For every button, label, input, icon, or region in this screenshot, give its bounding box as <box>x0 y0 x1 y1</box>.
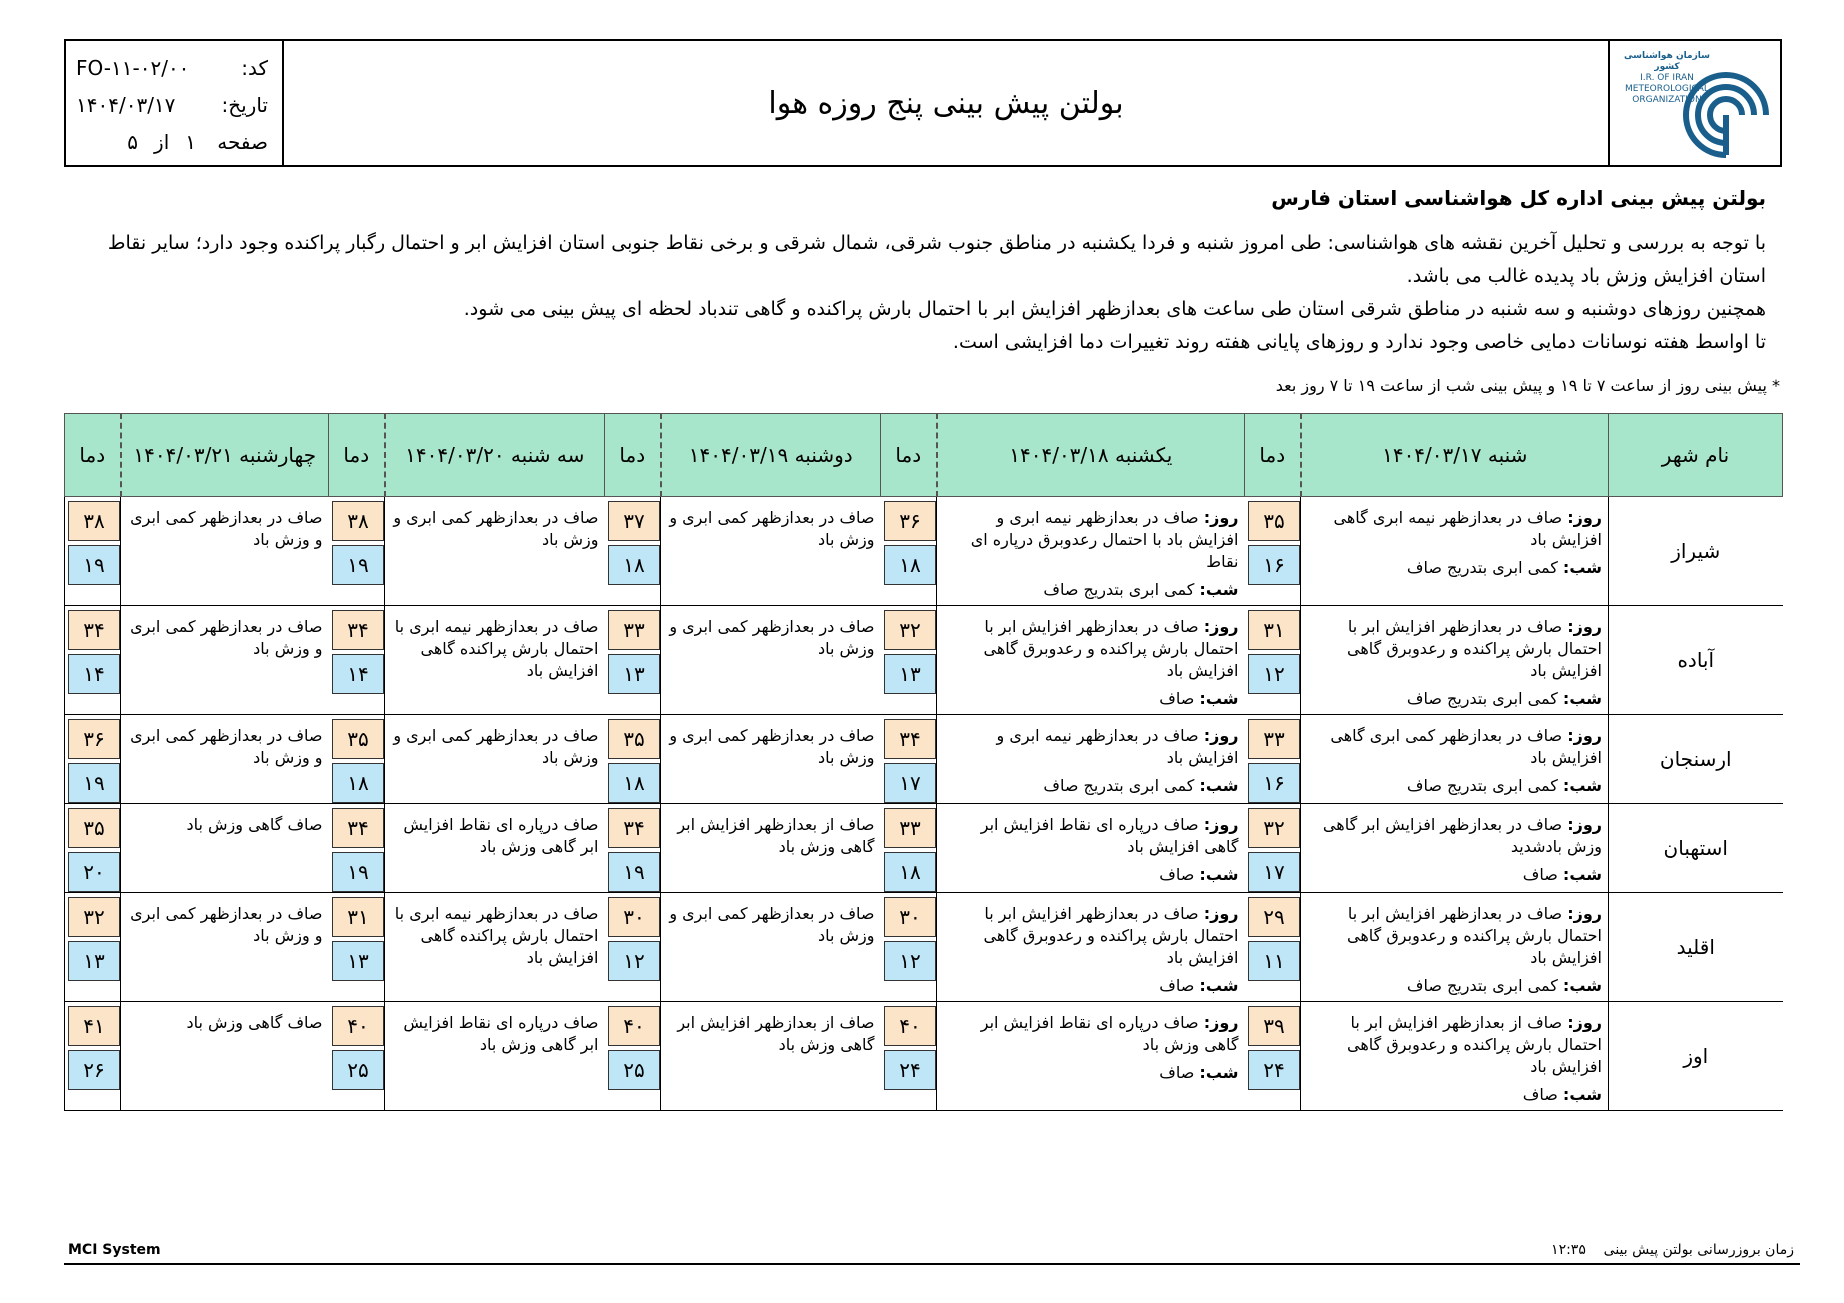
forecast-text: صاف در بعدازظهر کمی ابری و وزش باد <box>669 508 875 549</box>
forecast-text: صاف در بعدازظهر کمی ابری و وزش باد <box>130 904 323 945</box>
update-time: ۱۲:۳۵ <box>1551 1242 1586 1258</box>
night-label: شب: <box>1562 1085 1602 1104</box>
code-label: کد: <box>241 56 268 80</box>
night-forecast <box>945 688 1239 710</box>
day-forecast <box>1309 616 1602 682</box>
temp-cell <box>1245 1002 1301 1111</box>
day-forecast <box>1309 814 1602 858</box>
min-temp: ۱۳ <box>884 654 936 694</box>
day-header-3: سه شنبه ۱۴۰۴/۰۳/۲۰ <box>385 414 605 497</box>
logo-en-line2: METEOROLOGICAL <box>1625 84 1709 94</box>
bulletin-heading: بولتن پیش بینی اداره کل هواشناسی استان فارس <box>1271 186 1766 210</box>
day-label: روز: <box>1567 617 1602 636</box>
page-current: ۱ <box>185 130 196 154</box>
day-text: صاف درپاره ای نقاط افزایش ابر گاهی افزایش باد <box>980 815 1239 856</box>
max-temp: ۲۹ <box>1248 897 1300 937</box>
code-row <box>76 51 268 85</box>
footer-system: MCI System <box>68 1242 161 1258</box>
forecast-text: صاف گاهی وزش باد <box>186 1013 323 1032</box>
temp-cell <box>1245 606 1301 715</box>
forecast-cell <box>385 804 605 893</box>
forecast-cell <box>121 893 329 1002</box>
night-label: شب: <box>1562 776 1602 795</box>
temp-cell <box>605 893 661 1002</box>
night-text: کمی ابری بتدریج صاف <box>1406 776 1558 795</box>
city-name: ارسنجان <box>1609 715 1783 804</box>
day-text: صاف در بعدازظهر کمی ابری گاهی افزایش باد <box>1330 726 1602 767</box>
min-temp: ۲۴ <box>1248 1050 1300 1090</box>
temp-cell <box>329 497 385 606</box>
temp-header: دما <box>605 414 661 497</box>
city-name: آباده <box>1609 606 1783 715</box>
min-temp: ۲۶ <box>68 1050 120 1090</box>
city-name: اوز <box>1609 1002 1783 1111</box>
temp-cell <box>65 606 121 715</box>
forecast-cell <box>1301 715 1609 804</box>
forecast-text: صاف در بعدازظهر کمی ابری و وزش باد <box>393 508 599 549</box>
night-text: کمی ابری بتدریج صاف <box>1043 580 1195 599</box>
min-temp: ۱۷ <box>1248 852 1300 892</box>
min-temp: ۱۳ <box>68 941 120 981</box>
day-text: صاف در بعدازظهر نیمه ابری و افزایش باد با احتمال رعدوبرق درپاره ای نقاط <box>970 508 1239 571</box>
temp-cell <box>605 606 661 715</box>
min-temp: ۱۸ <box>884 545 936 585</box>
day-text: صاف از بعدازظهر افزایش ابر با احتمال بارش پراکنده و رعدوبرق گاهی افزایش باد <box>1347 1013 1602 1076</box>
forecast-cell <box>1301 497 1609 606</box>
forecast-cell <box>661 497 881 606</box>
temp-cell <box>881 715 937 804</box>
min-temp: ۱۲ <box>884 941 936 981</box>
max-temp: ۳۵ <box>608 719 660 759</box>
day-label: روز: <box>1567 726 1602 745</box>
date-row <box>76 88 268 122</box>
forecast-text: صاف گاهی وزش باد <box>186 815 323 834</box>
logo-en-line1: I.R. OF IRAN <box>1640 73 1694 83</box>
night-forecast <box>1309 688 1602 710</box>
night-text: صاف <box>1159 865 1195 884</box>
temp-cell <box>881 1002 937 1111</box>
night-text: کمی ابری بتدریج صاف <box>1406 976 1558 995</box>
city-name: استهبان <box>1609 804 1783 893</box>
night-text: کمی ابری بتدریج صاف <box>1406 689 1558 708</box>
logo-en-line3: ORGANIZATION <box>1632 95 1702 105</box>
forecast-text: صاف درپاره ای نقاط افزایش ابر گاهی وزش باد <box>403 1013 599 1054</box>
temp-cell <box>65 1002 121 1111</box>
max-temp: ۳۴ <box>332 808 384 848</box>
forecast-text: صاف در بعدازظهر کمی ابری و وزش باد <box>393 726 599 767</box>
code-value: FO-۱۱-۰۲/۰۰ <box>76 56 190 80</box>
paragraph-1: با توجه به بررسی و تحلیل آخرین نقشه های هواشناسی: طی امروز شنبه و فردا یکشنبه در مناطق جنوب شرقی، شمال شرقی و برخی نقاط جنوبی استان افزایش ابر و احتمال رگبار پراکنده وجود دارد؛ سایر نقاط استان افزایش وزش باد پدیده غالب می باشد. <box>107 232 1766 287</box>
max-temp: ۳۲ <box>884 610 936 650</box>
forecast-cell <box>1301 804 1609 893</box>
forecast-cell <box>1301 1002 1609 1111</box>
forecast-cell <box>385 497 605 606</box>
temp-cell <box>329 893 385 1002</box>
footer-update <box>1551 1242 1794 1258</box>
temp-cell <box>881 804 937 893</box>
day-forecast <box>945 814 1239 858</box>
max-temp: ۳۵ <box>332 719 384 759</box>
max-temp: ۳۰ <box>884 897 936 937</box>
day-forecast <box>945 725 1239 769</box>
temp-cell <box>881 893 937 1002</box>
night-text: صاف <box>1522 865 1558 884</box>
table-row <box>65 497 1783 606</box>
min-temp: ۱۳ <box>332 941 384 981</box>
night-forecast <box>945 775 1239 797</box>
night-label: شب: <box>1199 689 1239 708</box>
temp-cell <box>65 804 121 893</box>
min-temp: ۱۲ <box>1248 654 1300 694</box>
night-label: شب: <box>1199 1063 1239 1082</box>
day-text: صاف در بعدازظهر افزایش ابر با احتمال بارش پراکنده و رعدوبرق گاهی افزایش باد <box>1347 904 1602 967</box>
forecast-text: صاف در بعدازظهر کمی ابری و وزش باد <box>130 508 323 549</box>
logo-text <box>1612 51 1722 106</box>
min-temp: ۲۴ <box>884 1050 936 1090</box>
forecast-cell <box>661 715 881 804</box>
day-forecast <box>945 903 1239 969</box>
max-temp: ۴۰ <box>884 1006 936 1046</box>
forecast-cell <box>937 715 1245 804</box>
temp-cell <box>605 804 661 893</box>
night-forecast <box>1309 557 1602 579</box>
update-label: زمان بروزرسانی بولتن پیش بینی <box>1603 1242 1794 1258</box>
forecast-text: صاف درپاره ای نقاط افزایش ابر گاهی وزش باد <box>403 815 599 856</box>
night-label: شب: <box>1199 776 1239 795</box>
min-temp: ۱۷ <box>884 763 936 803</box>
forecast-cell <box>661 606 881 715</box>
night-text: صاف <box>1159 689 1195 708</box>
min-temp: ۲۵ <box>332 1050 384 1090</box>
night-forecast <box>945 975 1239 997</box>
day-text: صاف در بعدازظهر افزایش ابر با احتمال بارش پراکنده و رعدوبرق گاهی افزایش باد <box>983 904 1239 967</box>
day-text: صاف در بعدازظهر نیمه ابری گاهی افزایش باد <box>1333 508 1602 549</box>
max-temp: ۳۲ <box>68 897 120 937</box>
min-temp: ۱۳ <box>608 654 660 694</box>
min-temp: ۱۴ <box>68 654 120 694</box>
min-temp: ۱۱ <box>1248 941 1300 981</box>
night-forecast <box>1309 864 1602 886</box>
forecast-cell <box>385 893 605 1002</box>
forecast-cell <box>937 893 1245 1002</box>
day-text: صاف در بعدازظهر افزایش ابر گاهی وزش بادشدید <box>1322 815 1602 856</box>
city-name: شیراز <box>1609 497 1783 606</box>
min-temp: ۲۵ <box>608 1050 660 1090</box>
min-temp: ۱۸ <box>608 545 660 585</box>
forecast-text: صاف در بعدازظهر کمی ابری و وزش باد <box>669 726 875 767</box>
temp-cell <box>1245 893 1301 1002</box>
max-temp: ۴۱ <box>68 1006 120 1046</box>
forecast-text: صاف در بعدازظهر کمی ابری و وزش باد <box>130 726 323 767</box>
forecast-cell <box>385 1002 605 1111</box>
page-row <box>76 125 268 159</box>
max-temp: ۳۴ <box>884 719 936 759</box>
night-label: شب: <box>1199 976 1239 995</box>
table-row <box>65 804 1783 893</box>
day-forecast <box>945 1012 1239 1056</box>
day-label: روز: <box>1567 508 1602 527</box>
date-value: ۱۴۰۴/۰۳/۱۷ <box>76 93 176 117</box>
temp-cell <box>65 715 121 804</box>
max-temp: ۴۰ <box>608 1006 660 1046</box>
day-label: روز: <box>1567 1013 1602 1032</box>
forecast-cell <box>1301 893 1609 1002</box>
day-forecast <box>1309 903 1602 969</box>
day-header-2: دوشنبه ۱۴۰۴/۰۳/۱۹ <box>661 414 881 497</box>
day-header-4: چهارشنبه ۱۴۰۴/۰۳/۲۱ <box>121 414 329 497</box>
temp-cell <box>65 497 121 606</box>
day-forecast <box>945 616 1239 682</box>
day-text: صاف در بعدازظهر افزایش ابر با احتمال بارش پراکنده و رعدوبرق گاهی افزایش باد <box>983 617 1239 680</box>
night-forecast <box>1309 775 1602 797</box>
min-temp: ۱۸ <box>332 763 384 803</box>
max-temp: ۳۴ <box>68 610 120 650</box>
forecast-cell <box>121 1002 329 1111</box>
temp-cell <box>329 1002 385 1111</box>
min-temp: ۱۹ <box>332 545 384 585</box>
temp-header: دما <box>881 414 937 497</box>
min-temp: ۱۸ <box>608 763 660 803</box>
day-label: روز: <box>1203 726 1239 745</box>
min-temp: ۱۹ <box>68 763 120 803</box>
logo-fa-text: سازمان هواشناسی کشور <box>1623 51 1710 72</box>
temp-cell <box>1245 715 1301 804</box>
max-temp: ۳۳ <box>608 610 660 650</box>
forecast-cell <box>121 497 329 606</box>
forecast-text: صاف در بعدازظهر کمی ابری و وزش باد <box>669 904 875 945</box>
min-temp: ۱۶ <box>1248 763 1300 803</box>
forecast-cell <box>121 804 329 893</box>
min-temp: ۱۶ <box>1248 545 1300 585</box>
day-forecast <box>1309 507 1602 551</box>
max-temp: ۳۳ <box>884 808 936 848</box>
max-temp: ۳۱ <box>332 897 384 937</box>
min-temp: ۱۹ <box>332 852 384 892</box>
bulletin-header <box>64 39 1782 167</box>
max-temp: ۳۲ <box>1248 808 1300 848</box>
day-label: روز: <box>1567 904 1602 923</box>
temp-header: دما <box>1245 414 1301 497</box>
forecast-cell <box>661 804 881 893</box>
temp-cell <box>881 497 937 606</box>
forecast-text: صاف در بعدازظهر کمی ابری و وزش باد <box>669 617 875 658</box>
page-title: بولتن پیش بینی پنج روزه هوا <box>768 85 1124 121</box>
max-temp: ۳۹ <box>1248 1006 1300 1046</box>
day-text: صاف درپاره ای نقاط افزایش ابر گاهی وزش باد <box>980 1013 1239 1054</box>
max-temp: ۳۷ <box>608 501 660 541</box>
forecast-text: صاف در بعدازظهر کمی ابری و وزش باد <box>130 617 323 658</box>
footer-divider <box>64 1263 1800 1265</box>
table-row <box>65 893 1783 1002</box>
day-text: صاف در بعدازظهر نیمه ابری و افزایش باد <box>996 726 1239 767</box>
night-forecast <box>945 864 1239 886</box>
night-label: شب: <box>1562 558 1602 577</box>
city-name: اقلید <box>1609 893 1783 1002</box>
max-temp: ۳۸ <box>68 501 120 541</box>
forecast-cell <box>121 715 329 804</box>
max-temp: ۳۳ <box>1248 719 1300 759</box>
max-temp: ۳۶ <box>68 719 120 759</box>
temp-cell <box>605 497 661 606</box>
day-label: روز: <box>1203 815 1239 834</box>
night-text: کمی ابری بتدریج صاف <box>1043 776 1195 795</box>
night-label: شب: <box>1199 580 1239 599</box>
table-row <box>65 606 1783 715</box>
night-forecast <box>945 579 1239 601</box>
temp-header: دما <box>329 414 385 497</box>
night-label: شب: <box>1199 865 1239 884</box>
max-temp: ۳۵ <box>1248 501 1300 541</box>
night-text: صاف <box>1159 1063 1195 1082</box>
forecast-cell <box>661 1002 881 1111</box>
night-label: شب: <box>1562 865 1602 884</box>
temp-cell <box>881 606 937 715</box>
max-temp: ۳۴ <box>332 610 384 650</box>
day-header-1: یکشنبه ۱۴۰۴/۰۳/۱۸ <box>937 414 1245 497</box>
day-header-0: شنبه ۱۴۰۴/۰۳/۱۷ <box>1301 414 1609 497</box>
forecast-cell <box>661 893 881 1002</box>
temp-cell <box>329 715 385 804</box>
forecast-text: صاف از بعدازظهر افزایش ابر گاهی وزش باد <box>677 815 875 856</box>
forecast-cell <box>937 804 1245 893</box>
night-text: صاف <box>1522 1085 1558 1104</box>
day-label: روز: <box>1203 617 1239 636</box>
forecast-text: صاف در بعدازظهر نیمه ابری با احتمال بارش پراکنده گاهی افزایش باد <box>394 617 599 680</box>
night-forecast <box>945 1062 1239 1084</box>
min-temp: ۱۲ <box>608 941 660 981</box>
temp-cell <box>605 1002 661 1111</box>
date-label: تاریخ: <box>221 93 268 117</box>
day-label: روز: <box>1203 508 1239 527</box>
page-counter <box>76 130 208 154</box>
paragraph-2: همچنین روزهای دوشنبه و سه شنبه در مناطق شرقی استان طی ساعت های بعدازظهر افزایش ابر با احتمال بارش پراکنده و گاهی تندباد لحظه ای پیش بینی می شود. <box>463 298 1766 320</box>
min-temp: ۱۴ <box>332 654 384 694</box>
paragraph-3: تا اواسط هفته نوسانات دمایی خاصی وجود ندارد و روزهای پایانی هفته روند تغییرات دما افزایشی است. <box>952 331 1766 353</box>
logo-cell <box>1608 41 1780 165</box>
max-temp: ۳۶ <box>884 501 936 541</box>
page-total: ۵ <box>127 130 139 154</box>
night-text: صاف <box>1159 976 1195 995</box>
night-forecast <box>1309 1084 1602 1106</box>
forecast-cell <box>385 606 605 715</box>
page-label: صفحه <box>217 130 268 154</box>
temp-cell <box>329 804 385 893</box>
table-header-row <box>65 414 1783 497</box>
max-temp: ۳۵ <box>68 808 120 848</box>
forecast-note: * پیش بینی روز از ساعت ۷ تا ۱۹ و پیش بینی شب از ساعت ۱۹ تا ۷ روز بعد <box>1275 376 1780 395</box>
temp-cell <box>329 606 385 715</box>
day-forecast <box>1309 725 1602 769</box>
night-label: شب: <box>1562 689 1602 708</box>
forecast-text: صاف از بعدازظهر افزایش ابر گاهی وزش باد <box>677 1013 875 1054</box>
night-forecast <box>1309 975 1602 997</box>
forecast-cell <box>121 606 329 715</box>
forecast-text: صاف در بعدازظهر نیمه ابری با احتمال بارش پراکنده گاهی افزایش باد <box>394 904 599 967</box>
city-header: نام شهر <box>1609 414 1783 497</box>
day-label: روز: <box>1567 815 1602 834</box>
forecast-cell <box>937 606 1245 715</box>
max-temp: ۴۰ <box>332 1006 384 1046</box>
min-temp: ۲۰ <box>68 852 120 892</box>
day-text: صاف در بعدازظهر افزایش ابر با احتمال بارش پراکنده و رعدوبرق گاهی افزایش باد <box>1347 617 1602 680</box>
night-text: کمی ابری بتدریج صاف <box>1406 558 1558 577</box>
temp-cell <box>1245 804 1301 893</box>
temp-cell <box>1245 497 1301 606</box>
min-temp: ۱۹ <box>68 545 120 585</box>
day-forecast <box>1309 1012 1602 1078</box>
max-temp: ۳۰ <box>608 897 660 937</box>
max-temp: ۳۴ <box>608 808 660 848</box>
forecast-cell <box>1301 606 1609 715</box>
forecast-cell <box>937 497 1245 606</box>
min-temp: ۱۹ <box>608 852 660 892</box>
day-forecast <box>945 507 1239 573</box>
table-row <box>65 715 1783 804</box>
temp-cell <box>605 715 661 804</box>
min-temp: ۱۸ <box>884 852 936 892</box>
forecast-table <box>64 413 1783 1111</box>
day-label: روز: <box>1203 904 1239 923</box>
document-meta <box>66 41 284 165</box>
max-temp: ۳۱ <box>1248 610 1300 650</box>
page-of: از <box>154 130 170 154</box>
day-label: روز: <box>1203 1013 1239 1032</box>
forecast-cell <box>937 1002 1245 1111</box>
max-temp: ۳۸ <box>332 501 384 541</box>
night-label: شب: <box>1562 976 1602 995</box>
temp-cell <box>65 893 121 1002</box>
forecast-cell <box>385 715 605 804</box>
temp-header: دما <box>65 414 121 497</box>
table-row <box>65 1002 1783 1111</box>
